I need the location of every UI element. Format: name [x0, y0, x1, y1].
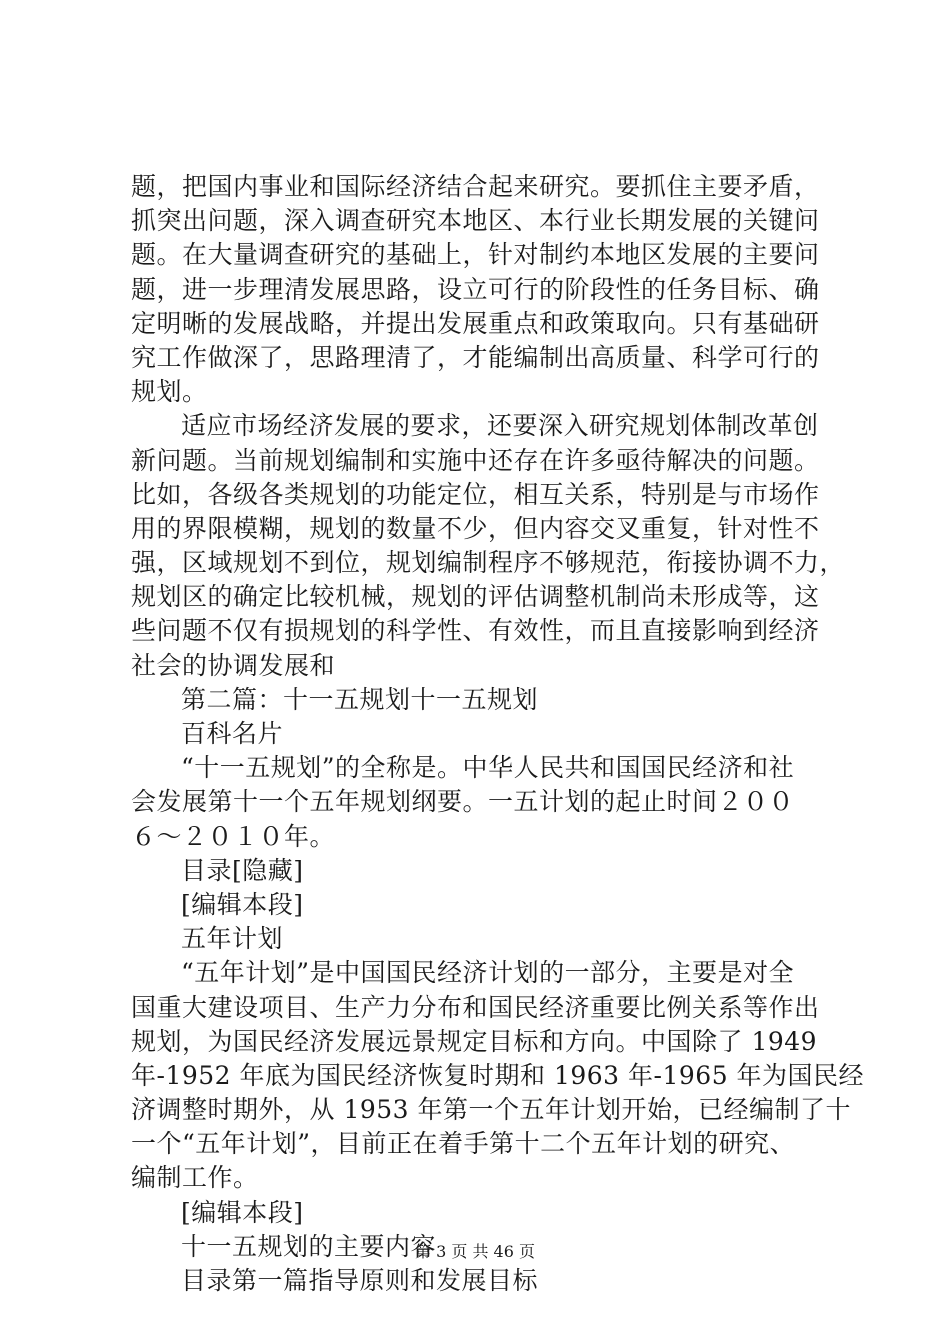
text-line: 抓突出问题，深入调查研究本地区、本行业长期发展的关键问	[131, 206, 820, 236]
text-line: 十一五规划的主要内容	[181, 1231, 437, 1261]
text-line: 题，把国内事业和国际经济结合起来研究。要抓住主要矛盾，	[131, 172, 820, 201]
text-line: 目录第一篇指导原则和发展目标	[181, 1266, 539, 1295]
text-line: 年-1952 年底为国民经济恢复时期和 1963 年-1965 年为国民经	[131, 1060, 865, 1090]
text-line: “五年计划”是中国国民经济计划的一部分，主要是对全	[181, 958, 795, 988]
text-line: 百科名片	[181, 719, 284, 748]
document-body	[131, 170, 865, 1298]
text-line: 比如，各级各类规划的功能定位，相互关系，特别是与市场作	[131, 479, 820, 509]
page-footer: 第 3 页 共 46 页	[415, 1242, 535, 1261]
text-line: 题。在大量调查研究的基础上，针对制约本地区发展的主要问	[131, 240, 820, 270]
text-line: “十一五规划”的全称是。中华人民共和国国民经济和社	[181, 753, 795, 783]
text-line: [编辑本段]	[181, 889, 304, 919]
text-line: 新问题。当前规划编制和实施中还存在许多亟待解决的问题。	[131, 445, 820, 475]
text-line: 适应市场经济发展的要求，还要深入研究规划体制改革创	[181, 411, 819, 441]
text-line: 些问题不仅有损规划的科学性、有效性，而且直接影响到经济	[131, 616, 820, 646]
text-line: 编制工作。	[131, 1163, 259, 1193]
text-line: 规划区的确定比较机械，规划的评估调整机制尚未形成等，这	[131, 582, 820, 612]
text-line: ６～２０１０年。	[131, 821, 336, 851]
text-line: 用的界限模糊，规划的数量不少，但内容交叉重复，针对性不	[131, 513, 820, 543]
text-line: 规划，为国民经济发展远景规定目标和方向。中国除了 1949	[131, 1026, 818, 1056]
text-line: 第二篇：十一五规划十一五规划	[181, 684, 539, 714]
text-line: 国重大建设项目、生产力分布和国民经济重要比例关系等作出	[131, 992, 820, 1022]
text-line: 一个“五年计划”，目前正在着手第十二个五年计划的研究、	[131, 1129, 796, 1159]
text-line: 会发展第十一个五年规划纲要。一五计划的起止时间２００	[131, 787, 795, 817]
text-line: 五年计划	[181, 924, 284, 954]
text-line: 规划。	[131, 377, 208, 407]
text-line: 强，区域规划不到位，规划编制程序不够规范，衔接协调不力，	[131, 548, 846, 578]
text-line: 究工作做深了，思路理清了，才能编制出高质量、科学可行的	[131, 342, 820, 372]
text-line: 题，进一步理清发展思路，设立可行的阶段性的任务目标、确	[131, 274, 820, 304]
text-line: 目录[隐藏]	[181, 855, 304, 885]
text-line: [编辑本段]	[181, 1197, 304, 1227]
text-line: 济调整时期外，从 1953 年第一个五年计划开始，已经编制了十	[131, 1095, 852, 1125]
text-line: 定明晰的发展战略，并提出发展重点和政策取向。只有基础研	[131, 308, 820, 338]
text-line: 社会的协调发展和	[131, 650, 336, 680]
